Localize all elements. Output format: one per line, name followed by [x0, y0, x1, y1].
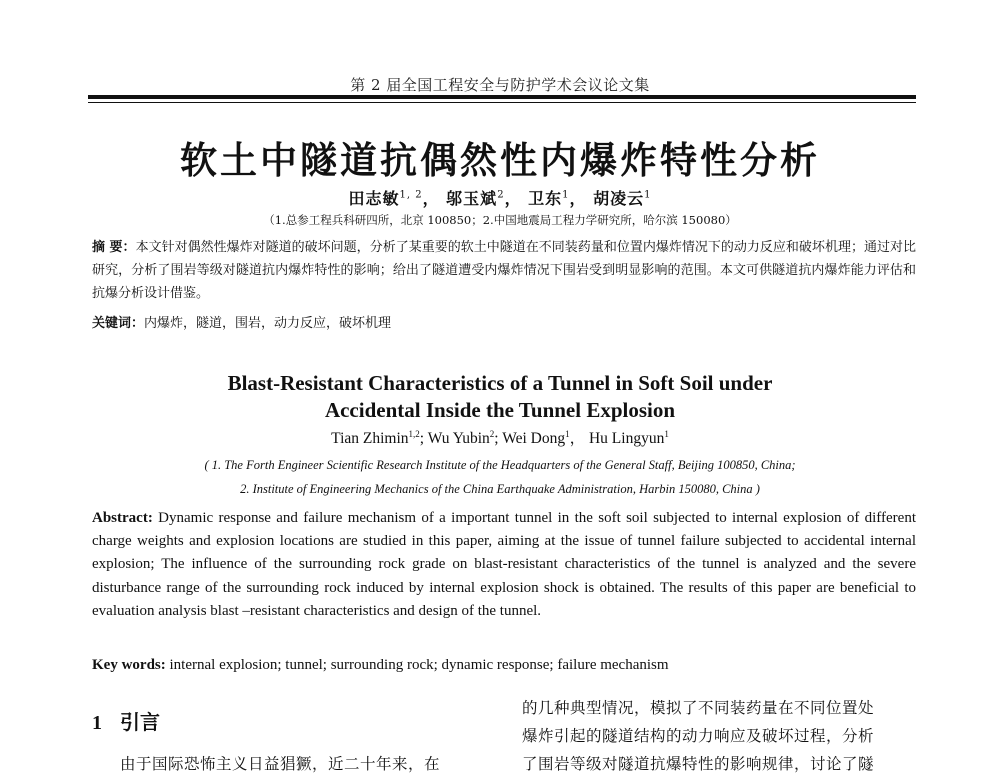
- cn-abstract-label: 摘 要：: [92, 240, 136, 255]
- cn-author-sup: 1: [562, 189, 570, 201]
- en-keywords-label: Key words:: [92, 657, 166, 673]
- cn-author: 邬玉斌: [446, 189, 498, 208]
- proceedings-header: 第 2 届全国工程安全与防护学术会议论文集: [350, 76, 650, 94]
- section-right-column: [522, 694, 916, 778]
- section-left-partial-line: 由于国际恐怖主义日益猖獗，近二十年来，在: [120, 755, 441, 773]
- body-line: 了围岩等级对隧道抗爆特性的影响规律，讨论了隧: [522, 755, 875, 773]
- en-keywords-text: internal explosion; tunnel; surrounding rock; dynamic response; failure mechanism: [169, 657, 669, 673]
- cn-author-sep: ，: [504, 189, 522, 208]
- en-affiliation-1: ( 1. The Forth Engineer Scientific Research Institute of the Headquarters of the General Staff, Beijing 100850, China;: [204, 458, 796, 472]
- body-line: 爆炸引起的隧道结构的动力响应及破坏过程，分析: [522, 727, 875, 745]
- cn-author: 卫东: [528, 189, 563, 208]
- cn-keywords: [92, 312, 916, 335]
- en-author-sup: 2: [489, 428, 495, 439]
- en-affiliation-2: 2. Institute of Engineering Mechanics of the China Earthquake Administration, Harbin 150080, China ): [240, 482, 760, 496]
- en-authors: [0, 426, 1000, 448]
- en-author-sep: ;: [494, 430, 503, 447]
- en-author: Wei Dong: [502, 430, 566, 447]
- en-author-sep: ;: [419, 430, 428, 447]
- cn-authors: [0, 186, 1000, 209]
- cn-affiliation: （1.总参工程兵科研四所，北京 100850；2.中国地震局工程力学研究所，哈尔滨 150080）: [263, 213, 737, 227]
- cn-title: 软土中隧道抗偶然性内爆炸特性分析: [180, 139, 820, 182]
- cn-keywords-label: 关键词：: [92, 316, 145, 331]
- cn-abstract-text: 本文针对偶然性爆炸对隧道的破坏问题，分析了某重要的软土中隧道在不同装药量和位置内爆炸情况下的动力反应和破坏机理；通过对比研究，分析了围岩等级对隧道抗内爆炸特性的影响；给出了隧道遭受内爆炸情况下围岩受到明显影响的范围。本文可供隧道抗内爆炸能力评估和抗爆分析设计借鉴。: [92, 240, 916, 301]
- cn-author-sep: ，: [422, 189, 440, 208]
- en-author-sup: 1: [565, 428, 570, 439]
- body-line: 的几种典型情况，模拟了不同装药量在不同位置处: [522, 699, 875, 717]
- en-author-sup: 1,2: [408, 428, 420, 439]
- cn-keywords-text: 内爆炸，隧道，围岩，动力反应，破坏机理: [144, 316, 392, 331]
- en-author: Hu Lingyun: [588, 430, 665, 447]
- cn-author: 胡凌云: [593, 189, 645, 208]
- cn-author-sup: 2: [497, 189, 505, 201]
- en-author: Tian Zhimin: [331, 430, 409, 447]
- en-abstract: [92, 507, 916, 623]
- en-keywords: [92, 654, 916, 677]
- cn-abstract: [92, 236, 916, 305]
- header-rule-thick: [88, 95, 916, 99]
- cn-author-sup: 1, 2: [399, 189, 423, 201]
- en-title-line1: Blast-Resistant Characteristics of a Tunnel in Soft Soil under: [227, 371, 773, 395]
- en-author-sup: 1: [664, 428, 669, 439]
- section-number: 1: [92, 712, 102, 734]
- en-abstract-text: Dynamic response and failure mechanism of a important tunnel in the soft soil subjected to internal explosion of different charge weights and explosion locations are studied in this paper, aiming at the issue of tunnel failure subjected to accidental internal explosion; The influence of the surrounding rock grade on blast-resistant characteristics of the tunnel is analyzed and the severe disturbance range of the surrounding rock induced by internal explosion shock is obtained. The results of this paper are beneficial to evaluation analysis blast –resistant characteristics and design of the tunnel.: [92, 510, 917, 619]
- header-rule-thin: [88, 102, 916, 103]
- section-heading: [92, 706, 160, 735]
- cn-author: 田志敏: [348, 189, 400, 208]
- cn-author-sep: ，: [569, 189, 587, 208]
- section-title: 引言: [120, 710, 160, 734]
- cn-author-sup: 1: [644, 189, 652, 201]
- en-abstract-label: Abstract:: [92, 510, 153, 526]
- en-author: Wu Yubin: [427, 430, 490, 447]
- en-title-line2: Accidental Inside the Tunnel Explosion: [324, 398, 676, 422]
- en-author-sep: ，: [569, 430, 589, 447]
